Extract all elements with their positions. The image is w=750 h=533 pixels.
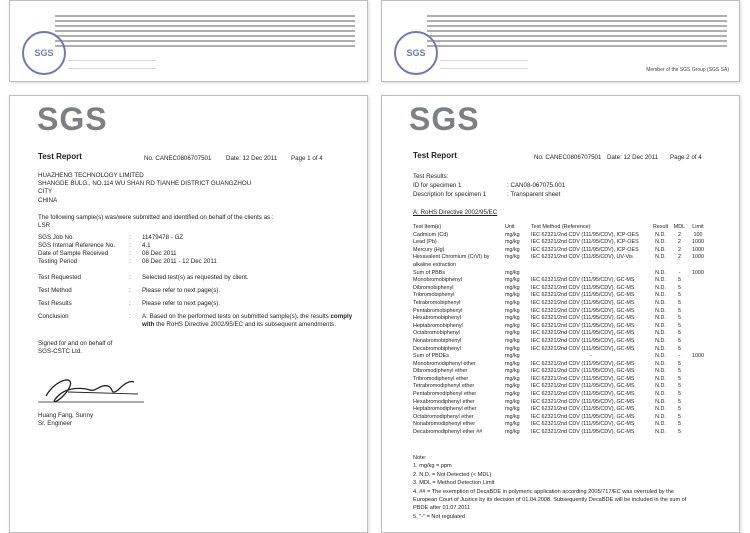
table-cell (689, 376, 707, 384)
table-cell: N.D. (655, 239, 666, 246)
table-cell: Tribromodiphenyl ether (413, 375, 469, 382)
report-page-2 (381, 95, 740, 533)
table-cell: IEC 62321/2nd CDV (111/95/CDV), ICP-OES (531, 231, 639, 238)
table-row (413, 391, 707, 399)
member-text: Member of the SGS Group (SGS SA) (646, 67, 729, 73)
table-cell: 1000 (692, 269, 704, 276)
table-cell (689, 414, 707, 422)
field-value: 08 Dec 2011 (142, 250, 177, 257)
table-row (413, 270, 707, 278)
table-cell: N.D. (655, 375, 666, 382)
table-cell: mg/kg (505, 254, 520, 261)
table-cell (689, 315, 707, 323)
table-cell: mg/kg (505, 345, 520, 352)
table-cell: IEC 62321/2nd CDV (111/95/CDV), GC-MS (531, 337, 635, 344)
signer-name: Huang Fang, Sunny (38, 412, 94, 419)
table-row (413, 429, 707, 437)
table-cell: IEC 62321/2nd CDV (111/95/CDV), GC-MS (531, 421, 635, 428)
table-cell: mg/kg (505, 315, 520, 322)
table-row (413, 414, 707, 422)
fine-print-lines (427, 15, 727, 50)
table-cell: IEC 62321/2nd CDV (111/95/CDV), GC-MS (531, 292, 635, 299)
table-cell: 5 (678, 375, 681, 382)
table-cell: 2 (678, 231, 681, 238)
table-cell: Hexabromobiphenyl (413, 315, 461, 322)
table-row (413, 262, 707, 270)
table-cell: Nonabromodiphenyl ether (413, 421, 476, 428)
table-cell: 5 (678, 360, 681, 367)
table-row (413, 254, 707, 262)
table-cell: Heptabromobiphenyl (413, 322, 463, 329)
table-cell: N.D. (655, 337, 666, 344)
table-cell: 5 (678, 337, 681, 344)
stamp-text: SGS (406, 48, 426, 58)
table-cell: mg/kg (505, 429, 520, 436)
table-cell: N.D. (655, 429, 666, 436)
table-cell (505, 262, 531, 270)
table-cell: N.D. (655, 231, 666, 238)
table-cell: Monobromobiphenyl (413, 277, 462, 284)
table-cell: - (678, 353, 681, 360)
column-header: Limit (692, 224, 704, 230)
table-cell: N.D. (655, 292, 666, 299)
column-header: MDL (673, 224, 686, 230)
table-cell: mg/kg (505, 368, 520, 375)
table-row (413, 361, 707, 369)
table-cell: 5 (678, 391, 681, 398)
table-cell: 5 (678, 383, 681, 390)
table-cell: IEC 62321/2nd CDV (111/95/CDV), GC-MS (531, 383, 635, 390)
note-line: European Court of Justice by its decision of 01.04.2008. Subsequently DecaBDE will be included in the sum of (413, 497, 687, 503)
table-cell (689, 277, 707, 285)
table-cell: 5 (678, 429, 681, 436)
section-label: Test Results (38, 300, 72, 307)
note-line: 2. N.D. = Not Detected (< MDL) (413, 471, 492, 478)
table-cell: IEC 62321/2nd CDV (111/95/CDV), GC-MS (531, 315, 635, 322)
table-cell (689, 346, 707, 354)
table-cell: IEC 62321/2nd CDV (111/95/CDV), GC-MS (531, 375, 635, 382)
table-row (413, 292, 707, 300)
field-label: SGS Job No. (38, 234, 75, 241)
column-header: Test Method (Reference) (531, 224, 591, 230)
table-cell: 1000 (692, 353, 704, 360)
table-cell: mg/kg (505, 421, 520, 428)
table-cell: Pentabromodiphenyl ether (413, 391, 477, 398)
table-cell: 5 (678, 413, 681, 420)
table-cell: mg/kg (505, 246, 520, 253)
table-row (413, 330, 707, 338)
signed-company: SGS-CSTC Ltd. (38, 348, 83, 355)
table-row (413, 300, 707, 308)
table-cell: N.D. (655, 246, 666, 253)
report-number: No. CANEC0806707501 (534, 154, 602, 161)
table-cell: Octabromobiphenyl (413, 330, 460, 337)
table-cell: 100 (693, 231, 703, 238)
report-page-top-right (381, 0, 740, 82)
table-cell: mg/kg (505, 322, 520, 329)
table-cell: mg/kg (505, 391, 520, 398)
note-line: 3. MDL = Method Detection Limit (413, 480, 495, 487)
table-cell: N.D. (655, 345, 666, 352)
table-cell (689, 308, 707, 316)
section-label: Test Requested (38, 274, 81, 281)
table-cell: mg/kg (505, 353, 520, 360)
table-cell: mg/kg (505, 398, 520, 405)
table-cell: - (678, 269, 681, 276)
table-cell (689, 285, 707, 293)
table-cell (689, 383, 707, 391)
sample-name: LSR (38, 222, 51, 229)
note-line: 1. mg/kg = ppm (413, 463, 452, 470)
table-cell: N.D. (655, 307, 666, 314)
table-cell: IEC 62321/2nd CDV (111/95/CDV), GC-MS (531, 284, 635, 291)
table-cell: Tribromobiphenyl (413, 292, 455, 299)
field-value: 4.1 (142, 242, 151, 249)
report-date: Date: 12 Dec 2011 (607, 154, 659, 161)
table-header (413, 224, 707, 232)
table-cell (689, 330, 707, 338)
table-cell: 5 (678, 322, 681, 329)
table-cell: mg/kg (505, 239, 520, 246)
table-cell: IEC 62321/2nd CDV (111/95/CDV), GC-MS (531, 345, 635, 352)
specimen-id-label: ID for specimen 1 (413, 182, 462, 189)
table-cell: 5 (678, 299, 681, 306)
table-cell: IEC 62321/2nd CDV (111/95/CDV), ICP-OES (531, 239, 639, 246)
table-cell: Decabromodiphenyl ether ## (413, 429, 483, 436)
address-lines: —————————————————————— —————————————————————— (68, 57, 156, 70)
table-row (413, 406, 707, 414)
table-cell: Cadmium (Cd) (413, 231, 449, 238)
table-cell (651, 262, 670, 270)
table-cell: mg/kg (505, 375, 520, 382)
table-row (413, 285, 707, 293)
table-row (413, 383, 707, 391)
table-cell (689, 300, 707, 308)
submitted-text: The following sample(s) was/were submitted and identified on behalf of the clients as : (38, 214, 274, 221)
table-cell: N.D. (655, 413, 666, 420)
client-line: SHANGDE BULG., NO.114 WU SHAN RD TIANHE DISTRICT GUANGZHOU (38, 180, 252, 187)
column-header: Result (652, 224, 669, 230)
table-cell: 5 (678, 315, 681, 322)
table-cell: Lead (Pb) (413, 239, 437, 246)
table-cell: 1000 (692, 254, 704, 261)
stamp-text: SGS (34, 48, 54, 58)
table-cell: N.D. (655, 360, 666, 367)
field-label: Testing Period (38, 258, 78, 265)
specimen-desc-value: : Transparent sheet (507, 191, 561, 198)
table-cell: mg/kg (505, 383, 520, 390)
table-cell: N.D. (655, 269, 666, 276)
sgs-stamp (22, 31, 66, 75)
signature (38, 366, 148, 416)
table-cell (689, 368, 707, 376)
table-cell: - (590, 269, 592, 276)
table-cell (689, 292, 707, 300)
address-lines: —————————————————————— —————————————————————— (440, 57, 528, 70)
note-line: 4. ## = The exemption of DecaBDE in polymeric application according 2005/717/EC was overruled by the (413, 488, 674, 495)
section-value: Selected test(s) as requested by client. (142, 274, 249, 281)
conclusion-text: A: Based on the performed tests on submitted sample(s), the results comply (142, 313, 353, 320)
field-value: 08 Dec 2011 - 12 Dec 2011 (142, 258, 217, 265)
report-page-top-left (9, 0, 368, 82)
table-cell: IEC 62321/2nd CDV (111/95/CDV), GC-MS (531, 330, 635, 337)
client-line: CITY (38, 188, 53, 195)
table-cell: 5 (678, 292, 681, 299)
table-cell (689, 361, 707, 369)
table-cell: IEC 62321/2nd CDV (111/95/CDV), GC-MS (531, 307, 635, 314)
table-cell: Decabromobiphenyl (413, 345, 461, 352)
table-cell: Pentabromobiphenyl (413, 307, 463, 314)
table-cell: mg/kg (505, 413, 520, 420)
table-row (413, 421, 707, 429)
table-cell: mg/kg (505, 299, 520, 306)
table-cell: N.D. (655, 391, 666, 398)
section-value: Please refer to next page(s). (142, 287, 221, 294)
page-number: Page 2 of 4 (670, 154, 702, 161)
section-title: A: RoHS Directive 2002/95/EC (413, 209, 498, 216)
field-value: 11479478 - GZ (142, 234, 184, 241)
table-cell: 2 (678, 239, 681, 246)
table-row (413, 399, 707, 407)
table-cell: IEC 62321/2nd CDV (111/95/CDV), GC-MS (531, 391, 635, 398)
table-cell: 5 (678, 345, 681, 352)
note-line: Note: (413, 455, 427, 461)
table-cell: IEC 62321/2nd CDV (111/95/CDV), GC-MS (531, 299, 635, 306)
table-cell (531, 262, 651, 270)
table-cell: N.D. (655, 368, 666, 375)
table-cell: alkaline extraction (413, 261, 457, 268)
table-cell: N.D. (655, 398, 666, 405)
table-cell (689, 429, 707, 437)
table-cell: IEC 62321/2nd CDV (111/95/CDV), GC-MS (531, 360, 635, 367)
table-cell: mg/kg (505, 307, 520, 314)
table-row (413, 232, 707, 240)
report-page-1: SGS Test Report No. CANEC0806707501 Date: 12 Dec 2011 Page 1 of 4 HUAZHENG TECHNOLOGY LIMITED SHANGDE BULG., NO.114 WU SHAN RD TIANHE DISTRICT GUANGZHOU CITY CHINA The following sample(s) was/were submitted and identified on behalf of the clients as : LSR SGS Job No. : 11479478 - GZ SGS Internal Reference No. : 4.1 Date of Sample Received : 08 Dec 2011 Testing Period : 08 Dec 2011 - 12 Dec 2011 Test Requested : Selected test(s) as requested by client. Test Method : Please refer to next page(s). Test Results : Please refer to next page(s). Conclusion : A: Based on the performed tests on submitted sample(s), the results comply with the RoHS Directive 2002/95/EC and its subsequent amendments. Signed for and on behalf of SGS-CSTC Ltd. Huang Fang, Sunny Sr. Engineer (9, 95, 368, 533)
table-cell: mg/kg (505, 337, 520, 344)
specimen-desc-label: Description for specimen 1 (413, 191, 487, 198)
table-cell: N.D. (655, 315, 666, 322)
table-cell: 5 (678, 330, 681, 337)
table-cell: 5 (678, 406, 681, 413)
table-cell: Monobromodiphenyl ether (413, 360, 476, 367)
table-cell: N.D. (655, 330, 666, 337)
client-line: CHINA (38, 197, 58, 204)
table-row (413, 346, 707, 354)
table-cell: IEC 62321/2nd CDV (111/95/CDV), GC-MS (531, 406, 635, 413)
table-cell: 5 (678, 284, 681, 291)
table-row (413, 368, 707, 376)
table-cell: mg/kg (505, 284, 520, 291)
table-cell (689, 338, 707, 346)
table-cell (689, 262, 707, 270)
table-cell: 5 (678, 307, 681, 314)
table-cell: Dibromodiphenyl ether (413, 368, 468, 375)
table-cell: Sum of PBDEs (413, 353, 449, 360)
table-cell: 1000 (692, 239, 704, 246)
table-cell: IEC 62321/2nd CDV (111/95/CDV), GC-MS (531, 277, 635, 284)
page-title: Test Report (413, 151, 457, 160)
table-cell: N.D. (655, 254, 666, 261)
table-cell: mg/kg (505, 292, 520, 299)
table-cell: 2 (678, 246, 681, 253)
table-cell: IEC 62321/2nd CDV (111/95/CDV), GC-MS (531, 322, 635, 329)
column-header: Test Item(s) (413, 224, 442, 230)
table-cell: IEC 62321/2nd CDV (111/95/CDV), GC-MS (531, 413, 635, 420)
table-cell: IEC 62321/2nd CDV (111/95/CDV), ICP-OES (531, 246, 639, 253)
conclusion-label: Conclusion (38, 313, 69, 320)
table-cell: 5 (678, 277, 681, 284)
table-cell: Hexavalent Chromium (CrVI) by (413, 254, 490, 261)
table-cell: Nonabromobiphenyl (413, 337, 462, 344)
table-cell: mg/kg (505, 277, 520, 284)
table-cell: Octabromodiphenyl ether (413, 413, 474, 420)
table-cell: N.D. (655, 284, 666, 291)
table-cell: 2 (678, 254, 681, 261)
signed-text: Signed for and on behalf of (38, 340, 113, 347)
table-cell: Sum of PBBs (413, 269, 446, 276)
table-cell: N.D. (655, 353, 666, 360)
table-cell: 1000 (692, 246, 704, 253)
report-number: No. CANEC0806707501 (144, 155, 212, 162)
table-cell (689, 421, 707, 429)
table-row (413, 353, 707, 361)
table-cell: 5 (678, 368, 681, 375)
field-label: Date of Sample Received (38, 250, 109, 257)
sgs-logo: SGS (37, 101, 108, 137)
table-row (413, 376, 707, 384)
field-label: SGS Internal Reference No. (38, 242, 116, 249)
table-cell: 5 (678, 421, 681, 428)
results-table (413, 224, 707, 437)
table-cell: mg/kg (505, 231, 520, 238)
results-label: Test Results: (413, 173, 449, 180)
note-line: 5. "-" = Not regulated (413, 513, 466, 520)
table-cell: IEC 62321/2nd CDV (111/95/CDV), GC-MS (531, 398, 635, 405)
table-cell: N.D. (655, 421, 666, 428)
table-cell: mg/kg (505, 360, 520, 367)
table-cell: mg/kg (505, 330, 520, 337)
fine-print-lines (55, 15, 355, 50)
column-header: Unit (505, 224, 515, 230)
table-cell (689, 323, 707, 331)
table-cell: N.D. (655, 383, 666, 390)
table-cell (689, 399, 707, 407)
specimen-id-value: : CAN08-067075.001 (507, 182, 566, 189)
table-row (413, 315, 707, 323)
table-row (413, 247, 707, 255)
table-cell: Heptabromodiphenyl ether (413, 406, 477, 413)
table-cell: Dibromobiphenyl (413, 284, 454, 291)
client-line: HUAZHENG TECHNOLOGY LIMITED (38, 172, 144, 179)
table-cell: mg/kg (505, 269, 520, 276)
table-cell: Tetrabromodiphenyl ether (413, 383, 475, 390)
report-date: Date: 12 Dec 2011 (226, 155, 278, 162)
table-cell (689, 406, 707, 414)
table-cell: 5 (678, 398, 681, 405)
table-row (413, 338, 707, 346)
table-row (413, 308, 707, 316)
table-cell: IEC 62321/2nd CDV (111/95/CDV), GC-MS (531, 429, 635, 436)
table-cell (670, 262, 689, 270)
table-row (413, 239, 707, 247)
page-title: Test Report (38, 152, 82, 161)
table-cell: Mercury (Hg) (413, 246, 445, 253)
page-number: Page 1 of 4 (291, 155, 323, 162)
table-cell: N.D. (655, 322, 666, 329)
table-cell: Hexabromodiphenyl ether (413, 398, 475, 405)
conclusion-text-2: with the RoHS Directive 2002/95/EC and its subsequent amendments. (142, 321, 336, 328)
table-cell: N.D. (655, 299, 666, 306)
section-label: Test Method (38, 287, 72, 294)
table-cell: N.D. (655, 406, 666, 413)
table-cell: IEC 62321/2nd CDV (111/95/CDV), GC-MS (531, 368, 635, 375)
signer-title: Sr. Engineer (38, 420, 73, 427)
section-value: Please refer to next page(s). (142, 300, 221, 307)
sgs-stamp (394, 31, 438, 75)
table-row (413, 323, 707, 331)
table-cell: IEC 62321/2nd CDV (111/95/CDV), UV-Vis (531, 254, 633, 261)
table-cell: N.D. (655, 277, 666, 284)
table-cell: Tetrabromobiphenyl (413, 299, 461, 306)
table-cell: - (590, 353, 592, 360)
table-cell (689, 391, 707, 399)
table-row (413, 277, 707, 285)
sgs-logo: SGS (409, 101, 480, 137)
table-cell: mg/kg (505, 406, 520, 413)
note-line: PBDE after 01.07.2011 (413, 505, 471, 512)
